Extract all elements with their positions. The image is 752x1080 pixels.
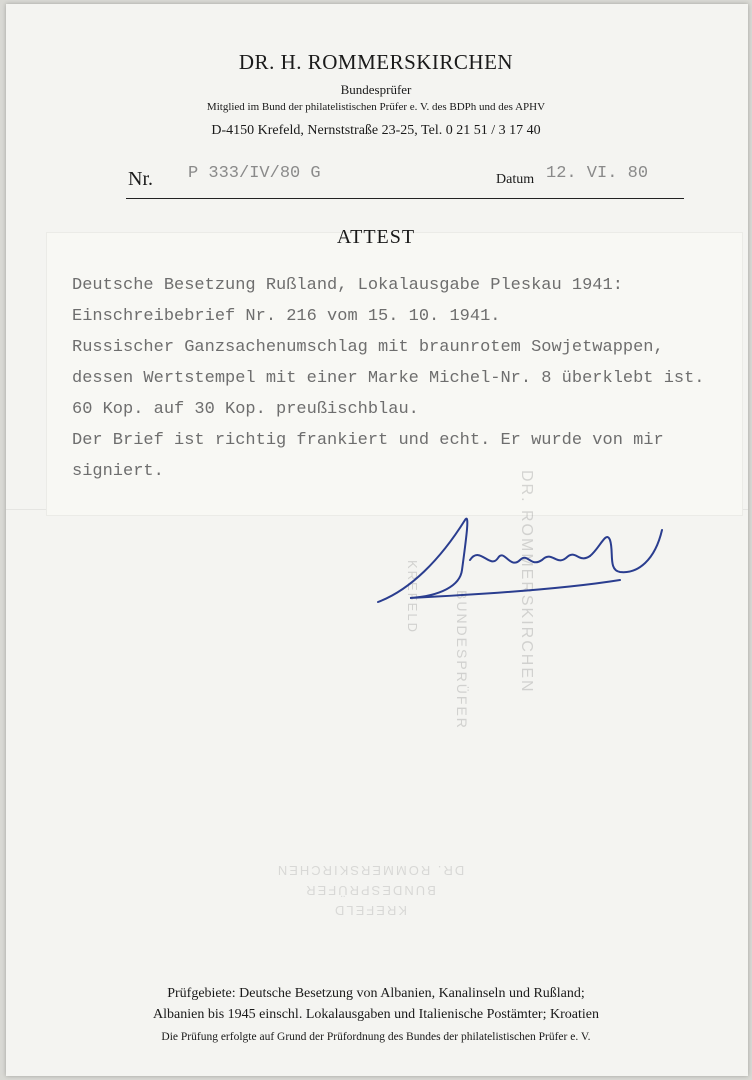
mirror-line: KREFELD [333, 903, 407, 918]
mirror-line: BUNDESPRÜFER [304, 883, 436, 898]
body-line: Russischer Ganzsachenumschlag mit braunrotem Sowjetwappen, [72, 338, 664, 357]
handwritten-signature [370, 500, 680, 620]
datum-label: Datum [496, 172, 535, 187]
body-line: 60 Kop. auf 30 Kop. preußischblau. [72, 400, 419, 419]
nr-value: P 333/IV/80 G [188, 164, 321, 183]
membership-line: Mitglied im Bund der philatelistischen Prüfer e. V. des BDPh und des APHV [206, 101, 546, 113]
body-line: Deutsche Besetzung Rußland, Lokalausgabe Pleskau 1941: [72, 276, 623, 295]
footer-regulation: Die Prüfung erfolgte auf Grund der Prüfordnung des Bundes der philatelistischen Prüfer e. V. [161, 1031, 591, 1043]
mirrored-stamp-offset [270, 860, 470, 920]
reference-row [128, 160, 688, 190]
datum-value: 12. VI. 80 [546, 164, 649, 183]
footer-line: Prüfgebiete: Deutsche Besetzung von Albanien, Kanalinseln und Rußland; [167, 986, 585, 1001]
address-line: D-4150 Krefeld, Nernststraße 23-25, Tel. 0 21 51 / 3 17 40 [211, 123, 541, 138]
mirror-line: DR. ROMMERSKIRCHEN [275, 863, 465, 878]
examiner-name: DR. H. ROMMERSKIRCHEN [238, 50, 514, 74]
body-line: signiert. [72, 462, 164, 481]
attest-body [72, 270, 742, 487]
footer-areas [0, 983, 752, 1025]
body-line: dessen Wertstempel mit einer Marke Michel-Nr. 8 überklebt ist. [72, 369, 705, 388]
header-rule [126, 198, 684, 199]
examiner-stamp-name: DR. ROMMERSKIRCHEN [518, 470, 535, 694]
examiner-title: Bundesprüfer [340, 82, 412, 97]
body-line: Einschreibebrief Nr. 216 vom 15. 10. 1941. [72, 307, 501, 326]
body-line: Der Brief ist richtig frankiert und echt. Er wurde von mir [72, 431, 664, 450]
examiner-stamp-title: BUNDESPRÜFER [454, 590, 470, 730]
document-title: ATTEST [336, 226, 416, 248]
examiner-stamp-city: KREFELD [405, 560, 420, 634]
footer-line: Albanien bis 1945 einschl. Lokalausgaben und Italienische Postämter; Kroatien [153, 1007, 599, 1022]
nr-label: Nr. [128, 168, 153, 190]
